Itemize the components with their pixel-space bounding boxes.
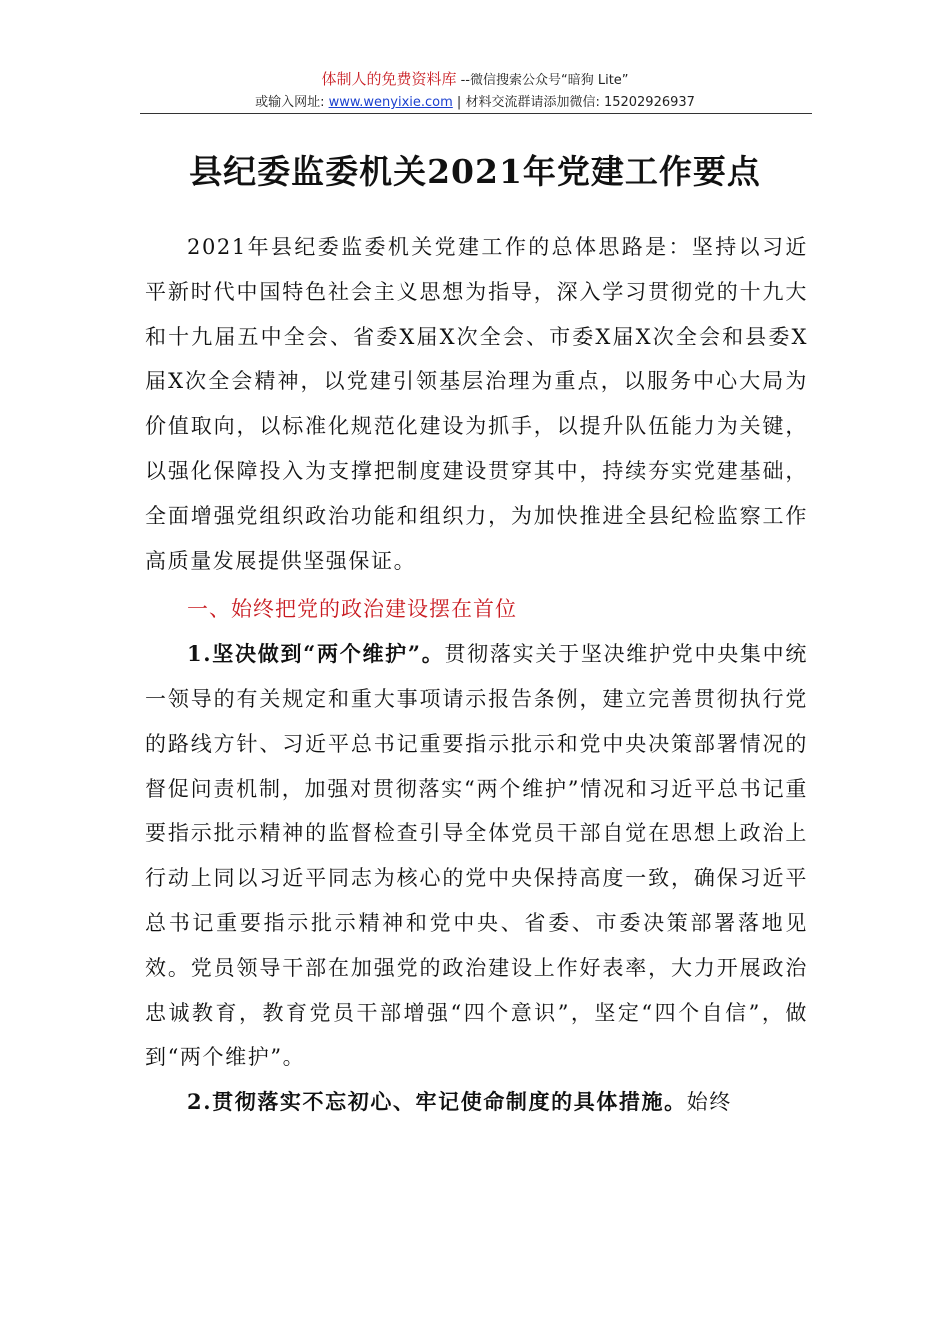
header-divider bbox=[140, 113, 812, 114]
header-line-1 bbox=[0, 68, 950, 92]
item-2-body: 始终 bbox=[686, 1090, 732, 1115]
page-header bbox=[0, 68, 950, 114]
header-brand: 体制人的免费资料库 bbox=[321, 70, 457, 88]
item-2-paragraph bbox=[145, 1080, 808, 1125]
header-group-note: | 材料交流群请添加微信: 15202926937 bbox=[452, 95, 695, 110]
item-2-lead: 2.贯彻落实不忘初心、牢记使命制度的具体措施。 bbox=[187, 1089, 687, 1115]
header-url-prefix: 或输入网址: bbox=[255, 95, 329, 110]
header-wechat-note: --微信搜索公众号“暗狗 Lite” bbox=[460, 73, 629, 88]
section-heading-1: 一、始终把党的政治建设摆在首位 bbox=[187, 597, 517, 622]
intro-paragraph: 2021年县纪委监委机关党建工作的总体思路是：坚持以习近平新时代中国特色社会主义思想为指导，深入学习贯彻党的十九大和十九届五中全会、省委X届X次全会、市委X届X次全会和县委X届X次全会精神，以党建引领基层治理为重点，以服务中心大局为价值取向，以标准化规范化建设为抓手，以提升队伍能力为关键，以强化保障投入为支撑把制度建设贯穿其中，持续夯实党建基础，全面增强党组织政治功能和组织力，为加快推进全县纪检监察工作高质量发展提供坚强保证。 bbox=[145, 235, 808, 573]
item-1-paragraph bbox=[145, 632, 808, 1080]
header-url-link[interactable]: www.wenyixie.com bbox=[328, 95, 453, 110]
item-1-body: 贯彻落实关于坚决维护党中央集中统一领导的有关规定和重大事项请示报告条例，建立完善贯彻执行党的路线方针、习近平总书记重要指示批示和党中央决策部署情况的督促问责机制，加强对贯彻落实“两个维护”情况和习近平总书记重要指示批示精神的监督检查引导全体党员干部自觉在思想上政治上行动上同以习近平同志为核心的党中央保持高度一致，确保习近平总书记重要指示批示精神和党中央、省委、市委决策部署落地见效。党员领导干部在加强党的政治建设上作好表率，大力开展政治忠诚教育，教育党员干部增强“四个意识”，坚定“四个自信”，做到“两个维护”。 bbox=[145, 642, 808, 1070]
document-body bbox=[145, 225, 808, 1125]
document-title: 县纪委监委机关2021年党建工作要点 bbox=[189, 152, 761, 191]
header-line-2 bbox=[0, 92, 950, 114]
item-1-lead: 1.坚决做到“两个维护”。 bbox=[187, 641, 445, 667]
